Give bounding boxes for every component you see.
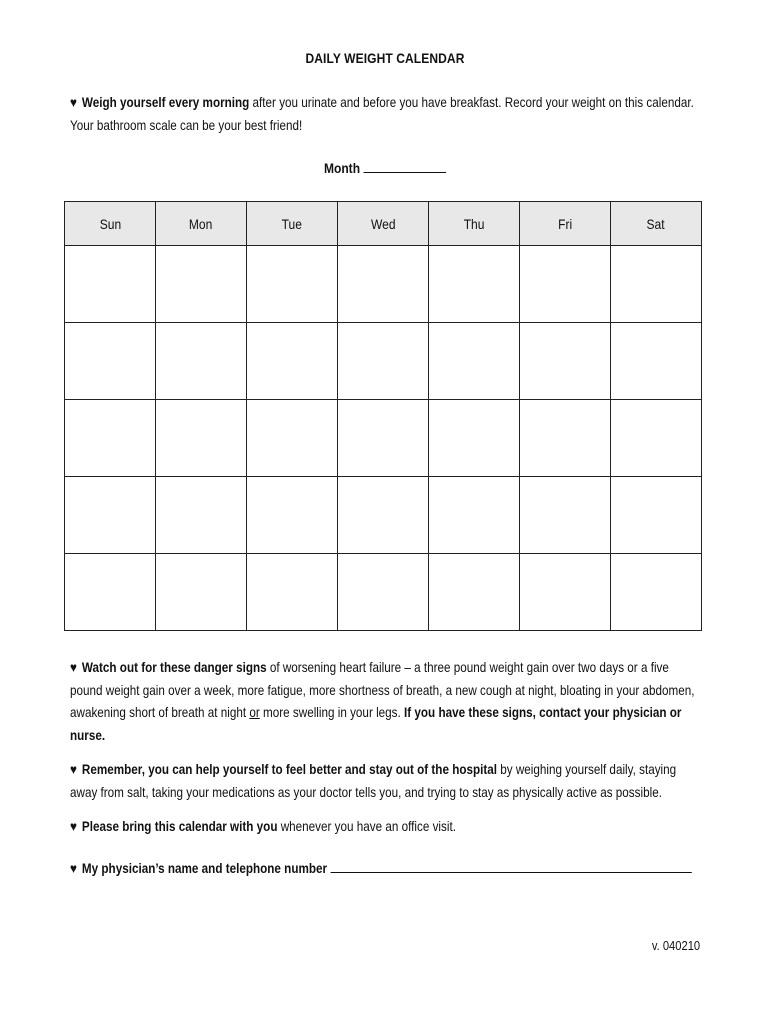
calendar-day-cell[interactable] [338,246,429,323]
calendar-week-row [65,323,702,400]
calendar-day-cell[interactable] [611,323,702,400]
calendar-day-cell[interactable] [611,554,702,631]
calendar-grid [64,201,702,631]
calendar-body [65,246,702,631]
calendar-day-cell[interactable] [247,477,338,554]
day-header-label: Fri [557,215,573,232]
calendar-day-cell[interactable] [247,323,338,400]
danger-text-line3b: more swelling in your legs. [259,705,405,720]
calendar-day-cell[interactable] [611,477,702,554]
day-header-label: Mon [189,215,213,232]
day-header-sat [611,202,702,246]
day-header-label: Tue [281,215,303,232]
month-label: Month [323,160,361,176]
remember-paragraph [70,759,706,804]
calendar-day-cell[interactable] [429,323,520,400]
danger-or-underlined: or [249,705,260,720]
calendar-day-cell[interactable] [65,323,156,400]
physician-label: My physician’s name and telephone number [81,861,328,876]
bring-text: whenever you have an office visit. [277,819,456,834]
calendar-day-cell[interactable] [338,323,429,400]
calendar-day-cell[interactable] [247,554,338,631]
calendar-day-cell[interactable] [520,323,611,400]
day-header-row [65,202,702,246]
calendar-day-cell[interactable] [429,554,520,631]
heart-icon: ♥ [70,762,77,777]
physician-blank-line[interactable] [330,858,691,873]
bring-calendar-paragraph [70,816,706,839]
calendar-week-row [65,477,702,554]
page-title: DAILY WEIGHT CALENDAR [305,50,465,66]
danger-text-line2: pound weight gain over a week, more fatigue, more shortness of breath, a new cough at night, bloating in your abdomen, [70,682,695,698]
day-header-thu [429,202,520,246]
day-header-label: Sat [646,215,666,232]
day-header-label: Sun [99,215,121,232]
bring-bold-text: Please bring this calendar with you [81,819,278,834]
calendar-day-cell[interactable] [429,246,520,323]
heart-icon: ♥ [70,95,77,110]
calendar-day-cell[interactable] [156,400,247,477]
heart-icon: ♥ [70,861,77,876]
day-header-tue [247,202,338,246]
calendar-day-cell[interactable] [156,246,247,323]
calendar-day-cell[interactable] [156,323,247,400]
calendar-day-cell[interactable] [520,477,611,554]
calendar-day-cell[interactable] [65,477,156,554]
intro-text-line1: after you urinate and before you have breakfast. Record your weight on this calendar. [249,95,694,110]
calendar-day-cell[interactable] [338,400,429,477]
month-field [54,158,716,176]
day-header-label: Thu [463,215,485,232]
calendar-day-cell[interactable] [429,400,520,477]
calendar-week-row [65,554,702,631]
heart-icon: ♥ [70,819,77,834]
remember-bold-text: Remember, you can help yourself to feel better and stay out of the hospital [81,762,498,777]
day-header-label: Wed [370,215,396,232]
day-header-fri [520,202,611,246]
danger-contact-bold-a: If you have these signs, contact your physician or [404,705,682,720]
version-label: v. 040210 [651,938,700,953]
calendar-day-cell[interactable] [611,400,702,477]
calendar-day-cell[interactable] [520,400,611,477]
calendar-day-cell[interactable] [156,477,247,554]
calendar-day-cell[interactable] [429,477,520,554]
calendar-day-cell[interactable] [65,554,156,631]
remember-text-line2: away from salt, taking your medications as your doctor tells you, and trying to stay as physically active as possible. [70,784,662,800]
calendar-day-cell[interactable] [247,246,338,323]
danger-signs-paragraph [70,657,706,747]
calendar-day-cell[interactable] [520,246,611,323]
day-header-mon [156,202,247,246]
day-header-sun [65,202,156,246]
intro-text-line2: Your bathroom scale can be your best friend! [70,117,303,133]
calendar-week-row [65,400,702,477]
intro-paragraph [70,92,706,137]
calendar-day-cell[interactable] [338,477,429,554]
danger-text-line1: of worsening heart failure – a three pound weight gain over two days or a five [266,660,669,675]
calendar-day-cell[interactable] [156,554,247,631]
calendar-day-cell[interactable] [65,400,156,477]
calendar-day-cell[interactable] [611,246,702,323]
month-blank-line[interactable] [363,158,446,173]
danger-text-line3a: awakening short of breath at night [70,705,250,720]
day-header-wed [338,202,429,246]
remember-text-line1: by weighing yourself daily, staying [497,762,677,777]
calendar-day-cell[interactable] [65,246,156,323]
calendar-day-cell[interactable] [520,554,611,631]
calendar-day-cell[interactable] [338,554,429,631]
danger-bold-text: Watch out for these danger signs [81,660,267,675]
intro-bold-text: Weigh yourself every morning [81,95,250,110]
calendar-day-cell[interactable] [247,400,338,477]
calendar-week-row [65,246,702,323]
heart-icon: ♥ [70,660,77,675]
danger-contact-bold-b: nurse. [70,727,106,743]
physician-paragraph [70,858,706,881]
